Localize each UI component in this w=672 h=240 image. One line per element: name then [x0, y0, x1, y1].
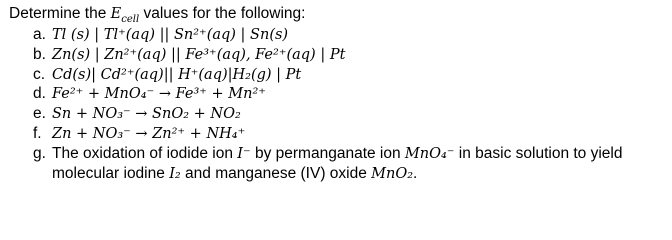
cell-notation: Cd(s)| Cd²⁺(aq)|| H⁺(aq)|H₂(g) | Pt: [52, 67, 302, 83]
cell-notation: Zn(s) | Zn²⁺(aq) || Fe³⁺(aq), Fe²⁺(aq) | Pt: [52, 47, 346, 63]
item-c: [33, 65, 301, 85]
item-label: e.: [33, 105, 46, 122]
reaction-equation: Fe²⁺ + MnO₄⁻ → Fe³⁺ + Mn²⁺: [52, 86, 266, 102]
e-cell-symbol: [110, 6, 140, 25]
item-g: [33, 144, 622, 184]
permanganate-formula: MnO₄⁻: [404, 146, 455, 162]
item-g-end: .: [413, 165, 418, 182]
item-b: [33, 45, 345, 65]
item-g-text-4: molecular iodine: [52, 165, 170, 182]
iodine-formula: I₂: [169, 166, 181, 182]
item-label: d.: [33, 85, 46, 102]
item-g-text-5: and manganese (IV) oxide: [180, 165, 372, 182]
e-cell-subscript: cell: [121, 14, 140, 25]
item-label: c.: [33, 66, 46, 83]
item-f: [33, 124, 245, 144]
item-label: b.: [33, 46, 46, 63]
item-g-text-1: The oxidation of iodide ion: [52, 145, 238, 162]
item-label: g.: [33, 145, 46, 162]
iodide-formula: I⁻: [237, 146, 251, 162]
question-intro: [9, 4, 305, 24]
item-g-line-1: [33, 144, 622, 164]
e-symbol: E: [110, 6, 122, 22]
intro-text-after: values for the following:: [139, 5, 306, 22]
item-g-line-2: [33, 164, 622, 184]
item-g-text-2: by permanganate ion: [250, 145, 405, 162]
item-g-text-3: in basic solution to yield: [454, 145, 623, 162]
reaction-equation: Zn + NO₃⁻ → Zn²⁺ + NH₄⁺: [52, 126, 246, 142]
intro-text-before: Determine the: [9, 5, 111, 22]
item-a: [33, 25, 288, 45]
item-label: f.: [33, 125, 42, 142]
cell-notation: Tl (s) | Tl⁺(aq) || Sn²⁺(aq) | Sn(s): [52, 27, 289, 43]
item-d: [33, 84, 266, 104]
item-label: a.: [33, 26, 46, 43]
reaction-equation: Sn + NO₃⁻ → SnO₂ + NO₂: [52, 106, 241, 122]
oxide-formula: MnO₂: [371, 166, 414, 182]
item-e: [33, 104, 241, 124]
